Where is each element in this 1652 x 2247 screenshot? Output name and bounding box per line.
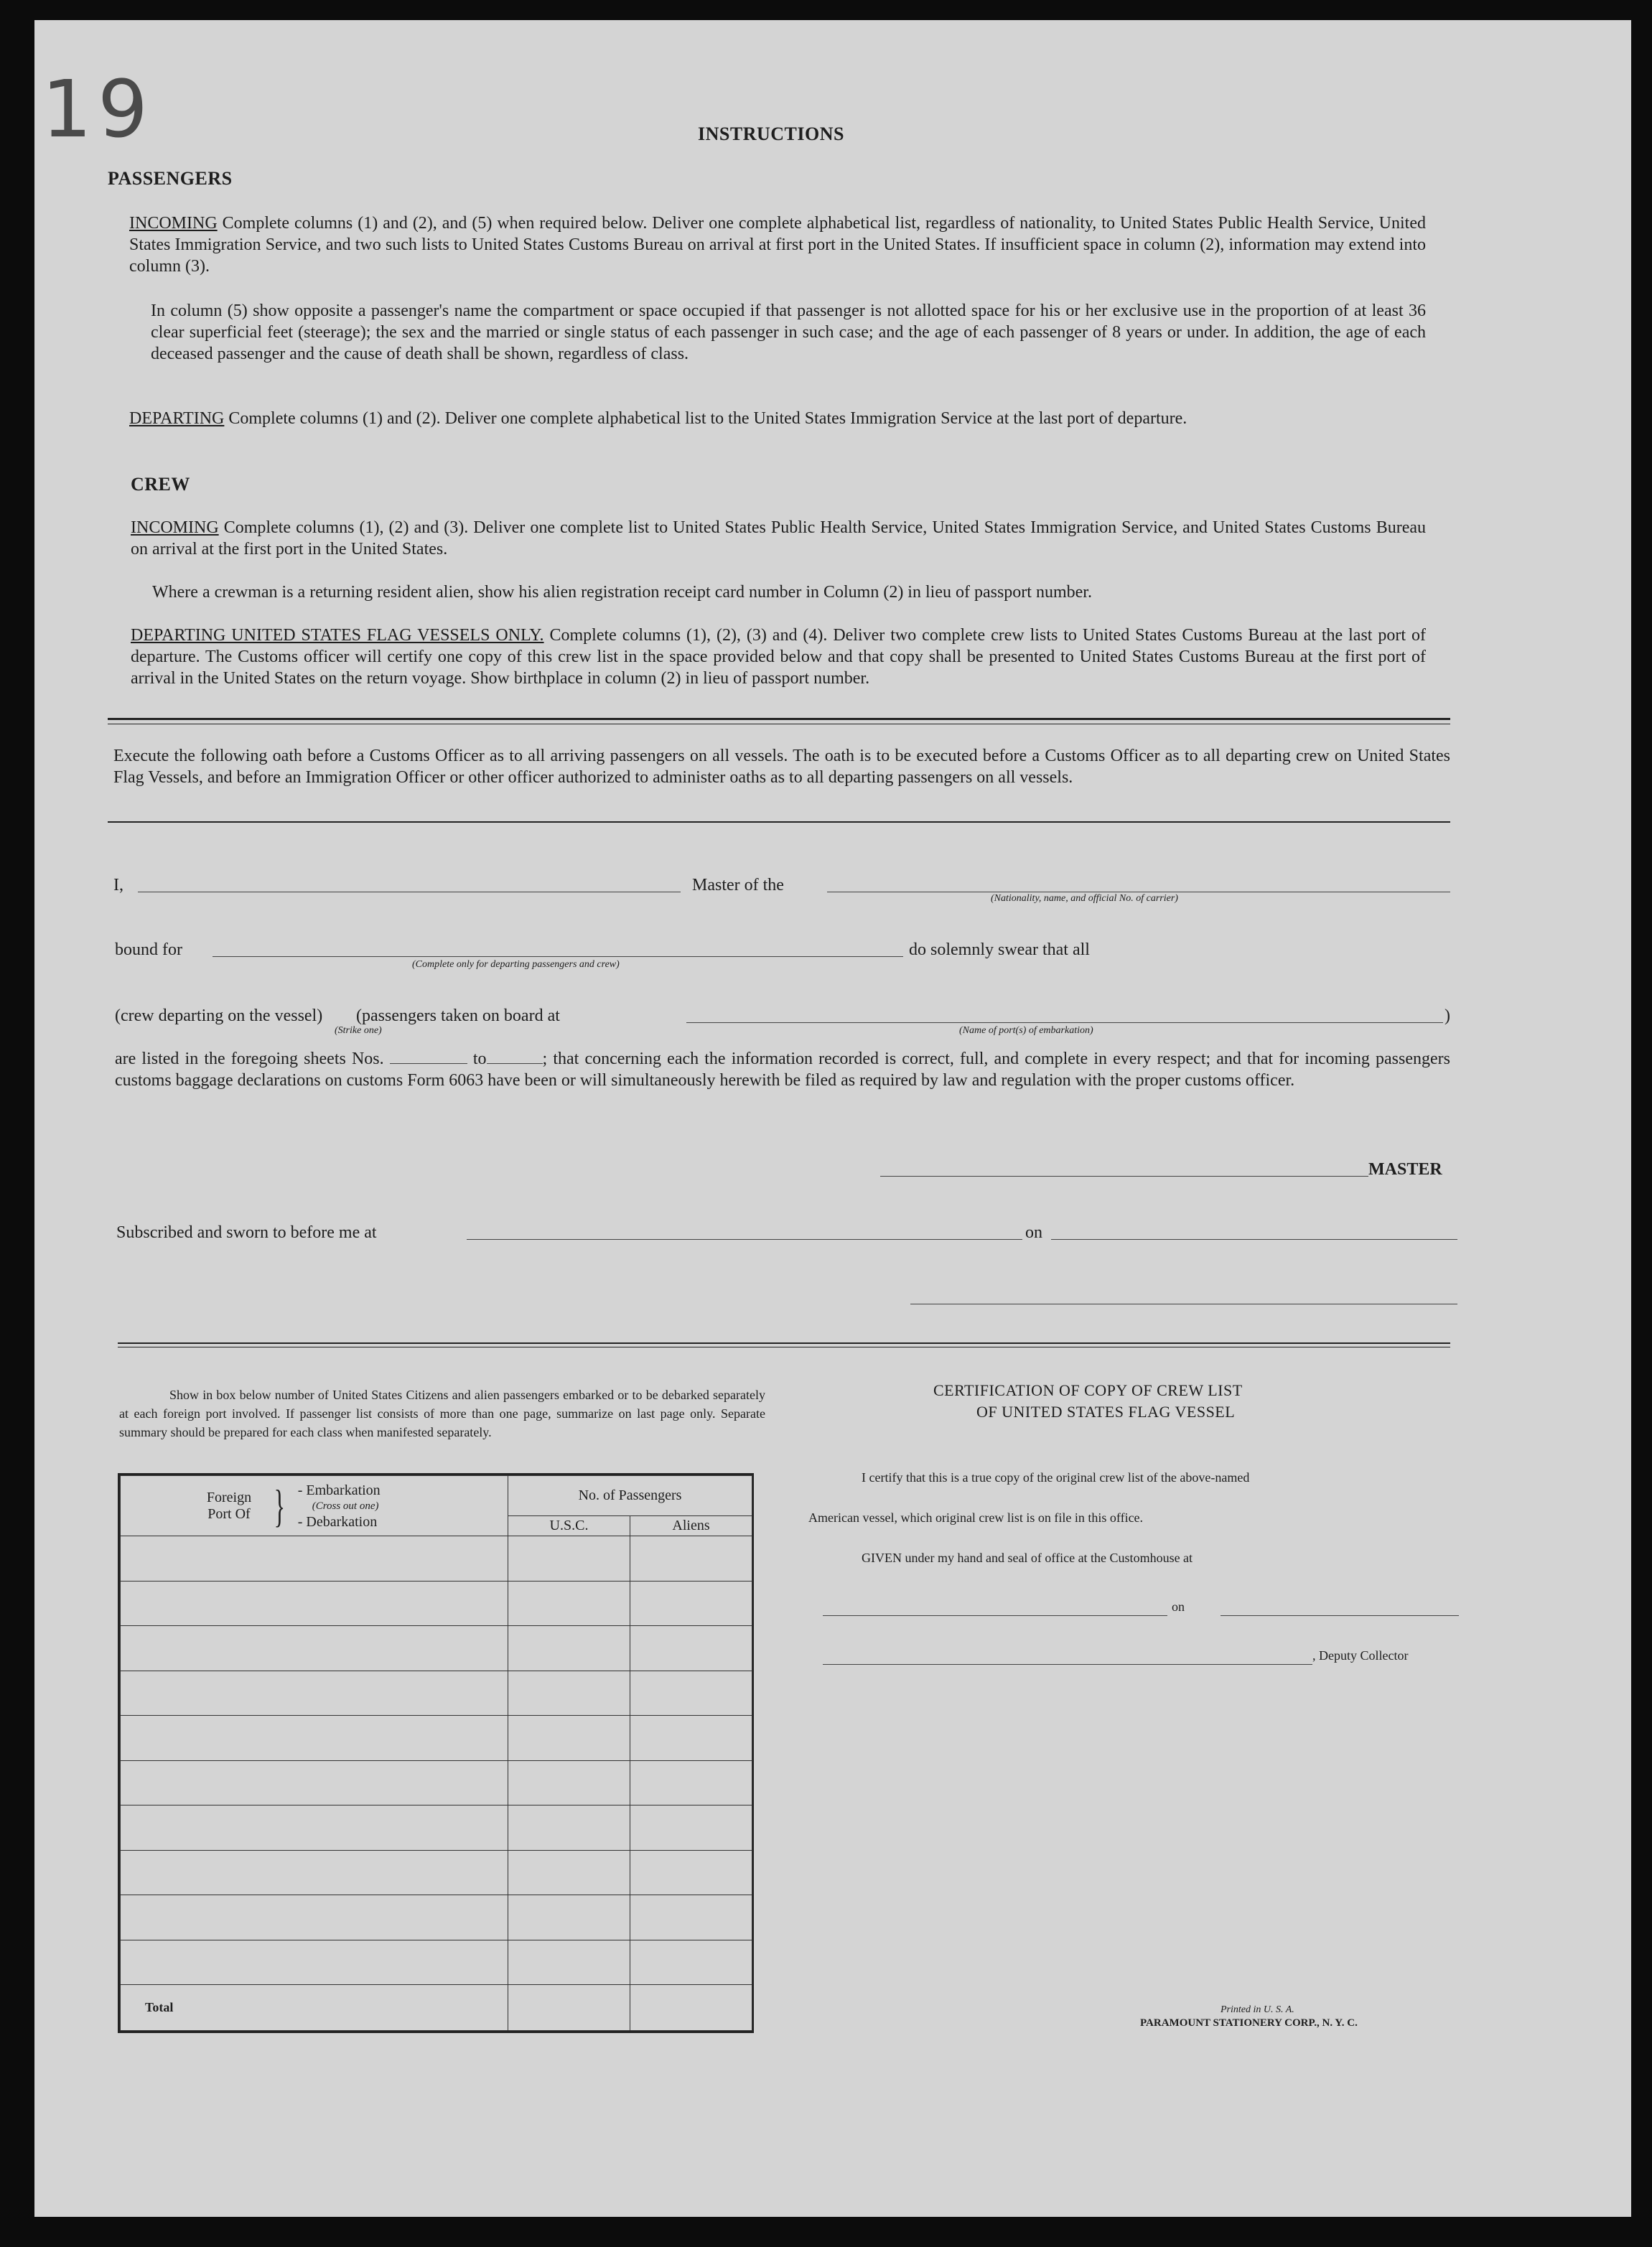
column5-paragraph: In column (5) show opposite a passenger's name the compartment or space occupied if that passenger is not allotted space for his or her exclusive use in the proportion of at least 36 clear superficial feet (steerage); the sex and the married or single status of each passenger in such case; and the age of each passenger of 8 years or under. In addition, the age of each deceased passenger and the cause of death shall be shown, regardless of class. xyxy=(151,302,1426,363)
oath-divider xyxy=(108,821,1450,823)
crew-departing-paragraph xyxy=(131,625,1426,689)
passengers-incoming-paragraph xyxy=(129,212,1426,277)
passengers-heading: PASSENGERS xyxy=(108,168,233,189)
listed-to: to xyxy=(472,1050,487,1068)
certify-text-a: I certify that this is a true copy of the original crew list of the above-named xyxy=(862,1470,1250,1485)
bound-for-label: bound for xyxy=(115,940,182,959)
crew-departing-label: DEPARTING UNITED STATES FLAG VESSELS ONLY. xyxy=(131,626,544,645)
instructions-title: INSTRUCTIONS xyxy=(698,123,844,144)
strike-caption: (Strike one) xyxy=(335,1025,382,1036)
aliens-cell[interactable] xyxy=(630,1805,752,1851)
port-cell[interactable] xyxy=(121,1536,508,1582)
certification-on-label: on xyxy=(1172,1599,1185,1614)
master-of-the-label: Master of the xyxy=(692,876,784,894)
port-cell[interactable] xyxy=(121,1671,508,1716)
port-cell[interactable] xyxy=(121,1716,508,1761)
swear-text: do solemnly swear that all xyxy=(909,940,1090,959)
crew-incoming-paragraph xyxy=(131,517,1426,560)
aliens-cell[interactable] xyxy=(630,1626,752,1671)
port-cell[interactable] xyxy=(121,1850,508,1895)
certification-title-2: OF UNITED STATES FLAG VESSEL xyxy=(976,1403,1236,1421)
passengers-incoming-text: Complete columns (1) and (2), and (5) when required below. Deliver one complete alphabetical list, regardless of nationality, to United States Public Health Service, United States Immigration Service, and two such lists to United States Customs Bureau on arrival at first port in the United States. If insufficient space in column (2), information may extend into column (3). xyxy=(129,214,1427,276)
subscribed-on-label: on xyxy=(1025,1223,1042,1242)
table-row xyxy=(121,1940,752,1985)
no-of-passengers-header: No. of Passengers xyxy=(508,1476,752,1516)
deputy-collector-label: , Deputy Collector xyxy=(1312,1648,1409,1663)
aliens-header: Aliens xyxy=(630,1516,752,1536)
port-cell[interactable] xyxy=(121,1940,508,1985)
table-row xyxy=(121,1716,752,1761)
foreign-port-header xyxy=(121,1476,508,1536)
certify-text-b: American vessel, which original crew list is on file in this office. xyxy=(808,1510,1144,1525)
crew-heading: CREW xyxy=(131,474,190,495)
crew-incoming-text: Complete columns (1), (2) and (3). Deliver one complete list to United States Public Health Service, United States Immigration Service, and United States Customs Bureau on arrival at the first port in the United States. xyxy=(131,518,1427,559)
master-signature-line[interactable] xyxy=(880,1176,1368,1177)
table-row xyxy=(121,1895,752,1940)
port-cell[interactable] xyxy=(121,1626,508,1671)
debarkation-option[interactable]: - Debarkation xyxy=(297,1513,378,1530)
close-paren: ) xyxy=(1445,1006,1450,1025)
crew-incoming-label: INCOMING xyxy=(131,518,219,537)
usc-cell[interactable] xyxy=(508,1536,630,1582)
listed-text-a: are listed in the foregoing sheets Nos. xyxy=(115,1050,384,1068)
certification-title-1: CERTIFICATION OF COPY OF CREW LIST xyxy=(933,1381,1243,1399)
port-cell[interactable] xyxy=(121,1760,508,1805)
aliens-total-cell[interactable] xyxy=(630,1985,752,2031)
instructions-divider xyxy=(108,718,1450,720)
crew-departing-option: (crew departing on the vessel) xyxy=(115,1006,323,1025)
passengers-taken-option: (passengers taken on board at xyxy=(356,1006,560,1025)
table-row xyxy=(121,1760,752,1805)
embarkation-port-line[interactable] xyxy=(686,1022,1443,1023)
sheet-to-field[interactable] xyxy=(487,1063,543,1064)
master-label: MASTER xyxy=(1368,1160,1442,1179)
listed-text-b: ; that concerning each the information recorded is correct, full, and complete in every respect; and that for incoming passengers customs baggage declarations on customs Form 6063 have been or will simultaneously herewith be filed as required by law and regulation with the proper customs officer. xyxy=(115,1050,1451,1090)
embarkation-option[interactable]: - Embarkation xyxy=(297,1482,381,1498)
aliens-cell[interactable] xyxy=(630,1581,752,1626)
summary-intro: Show in box below number of United States Citizens and alien passengers embarked or to be debarked separately at each foreign port involved. If passenger list consists of more than one page, summarize on last page only. Separate summary should be prepared for each class when manifested separately. xyxy=(119,1388,765,1439)
usc-cell[interactable] xyxy=(508,1805,630,1851)
aliens-cell[interactable] xyxy=(630,1850,752,1895)
table-row xyxy=(121,1581,752,1626)
aliens-cell[interactable] xyxy=(630,1760,752,1805)
customhouse-line[interactable] xyxy=(823,1615,1167,1616)
printed-in: Printed in U. S. A. xyxy=(1221,2004,1294,2015)
port-cell[interactable] xyxy=(121,1895,508,1940)
subscribed-place-line[interactable] xyxy=(467,1239,1022,1240)
passengers-departing-paragraph xyxy=(129,408,1426,429)
table-row xyxy=(121,1805,752,1851)
table-row xyxy=(121,1536,752,1582)
subscribed-date-line[interactable] xyxy=(1051,1239,1457,1240)
deputy-signature-line[interactable] xyxy=(823,1664,1312,1665)
usc-cell[interactable] xyxy=(508,1671,630,1716)
passengers-departing-label: DEPARTING xyxy=(129,409,225,428)
total-label: Total xyxy=(121,1985,508,2031)
listed-paragraph xyxy=(115,1048,1450,1091)
aliens-cell[interactable] xyxy=(630,1940,752,1985)
table-row xyxy=(121,1850,752,1895)
passenger-summary-table xyxy=(118,1473,754,2033)
passengers-departing-text: Complete columns (1) and (2). Deliver one complete alphabetical list to the United States Immigration Service at the last port of departure. xyxy=(228,409,1187,428)
usc-cell[interactable] xyxy=(508,1626,630,1671)
subscribed-label: Subscribed and sworn to before me at xyxy=(116,1223,377,1242)
table-row xyxy=(121,1671,752,1716)
aliens-cell[interactable] xyxy=(630,1671,752,1716)
usc-cell[interactable] xyxy=(508,1850,630,1895)
usc-cell[interactable] xyxy=(508,1895,630,1940)
aliens-cell[interactable] xyxy=(630,1895,752,1940)
brace-glyph: } xyxy=(274,1480,286,1531)
given-text: GIVEN under my hand and seal of office at the Customhouse at xyxy=(862,1551,1193,1565)
usc-cell[interactable] xyxy=(508,1940,630,1985)
table-row xyxy=(121,1626,752,1671)
oath-intro: Execute the following oath before a Customs Officer as to all arriving passengers on all vessels. The oath is to be executed before a Customs Officer as to all departing crew on United States Flag Vessels, and before an Immigration Officer or other officer authorized to administer oaths as to all departing passengers on all vessels. xyxy=(113,747,1450,787)
port-cell[interactable] xyxy=(121,1581,508,1626)
crew-departing-text: Complete columns (1), (2), (3) and (4). Deliver two complete crew lists to United States Customs Bureau at the last port of departure. The Customs officer will certify one copy of this crew list in the space provided below and that copy shall be presented to United States Customs Bureau at the first port of arrival in the United States on the return voyage. Show birthplace in column (2) in lieu of passport number. xyxy=(131,626,1426,688)
carrier-caption: (Nationality, name, and official No. of carrier) xyxy=(991,893,1178,904)
certification-date-line[interactable] xyxy=(1221,1615,1459,1616)
oath-bottom-divider xyxy=(118,1342,1450,1344)
aliens-cell[interactable] xyxy=(630,1536,752,1582)
passengers-incoming-label: INCOMING xyxy=(129,214,218,233)
usc-cell[interactable] xyxy=(508,1760,630,1805)
printer-company: PARAMOUNT STATIONERY CORP., N. Y. C. xyxy=(1140,2017,1358,2029)
crew-alien-paragraph: Where a crewman is a returning resident alien, show his alien registration receipt card number in Column (2) in lieu of passport number. xyxy=(152,583,1092,602)
foreign-port-of-label: Foreign Port Of xyxy=(206,1489,252,1522)
port-cell[interactable] xyxy=(121,1805,508,1851)
usc-cell[interactable] xyxy=(508,1716,630,1761)
bound-for-line[interactable] xyxy=(213,956,903,957)
oath-i-label: I, xyxy=(113,876,123,894)
ports-caption: (Name of port(s) of embarkation) xyxy=(959,1025,1093,1036)
usc-header: U.S.C. xyxy=(508,1516,630,1536)
bound-for-caption: (Complete only for departing passengers and crew) xyxy=(412,959,620,970)
usc-cell[interactable] xyxy=(508,1581,630,1626)
usc-total-cell[interactable] xyxy=(508,1985,630,2031)
page-number: 19 xyxy=(42,63,154,155)
aliens-cell[interactable] xyxy=(630,1716,752,1761)
sheet-from-field[interactable] xyxy=(390,1063,467,1064)
cross-out-note: (Cross out one) xyxy=(312,1500,379,1512)
total-row xyxy=(121,1985,752,2031)
